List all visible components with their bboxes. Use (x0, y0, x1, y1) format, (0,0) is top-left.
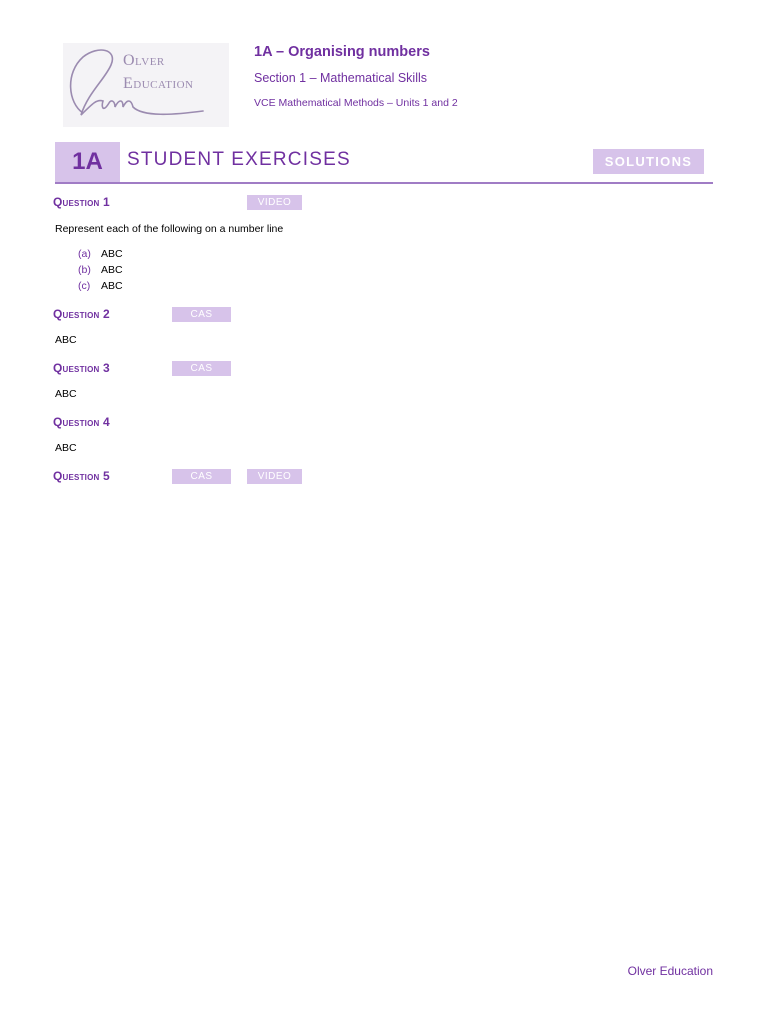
part-text: ABC (101, 248, 123, 260)
logo-text-education: Education (123, 75, 194, 92)
question-5-video-tag[interactable]: VIDEO (247, 469, 302, 484)
part-text: ABC (101, 264, 123, 276)
question-1-video-tag[interactable]: VIDEO (247, 195, 302, 210)
page-title: 1A – Organising numbers (254, 44, 430, 60)
course-name: VCE Mathematical Methods – Units 1 and 2 (254, 97, 458, 109)
question-1-text: Represent each of the following on a number line (55, 223, 284, 235)
question-3-heading: Question 3 (53, 361, 110, 375)
logo-text-olver: Olver (123, 52, 165, 69)
question-3-cas-tag[interactable]: CAS (172, 361, 231, 376)
solutions-button[interactable]: SOLUTIONS (593, 149, 704, 174)
question-5-cas-tag[interactable]: CAS (172, 469, 231, 484)
list-item (78, 264, 123, 280)
question-2-text: ABC (55, 334, 77, 346)
question-1-heading: Question 1 (53, 195, 110, 209)
banner-title: STUDENT EXERCISES (127, 149, 351, 170)
question-1-parts (78, 248, 123, 296)
banner-divider (55, 182, 713, 184)
part-text: ABC (101, 280, 123, 292)
question-2-cas-tag[interactable]: CAS (172, 307, 231, 322)
part-letter: (a) (78, 248, 91, 260)
part-letter: (c) (78, 280, 91, 292)
footer-brand: Olver Education (627, 964, 713, 978)
part-letter: (b) (78, 264, 91, 276)
olver-education-logo (63, 43, 229, 127)
question-4-text: ABC (55, 442, 77, 454)
list-item (78, 248, 123, 264)
section-subtitle: Section 1 – Mathematical Skills (254, 71, 427, 85)
question-2-heading: Question 2 (53, 307, 110, 321)
list-item (78, 280, 123, 296)
question-3-text: ABC (55, 388, 77, 400)
question-5-heading: Question 5 (53, 469, 110, 483)
question-4-heading: Question 4 (53, 415, 110, 429)
topic-code-badge: 1A (55, 142, 120, 182)
